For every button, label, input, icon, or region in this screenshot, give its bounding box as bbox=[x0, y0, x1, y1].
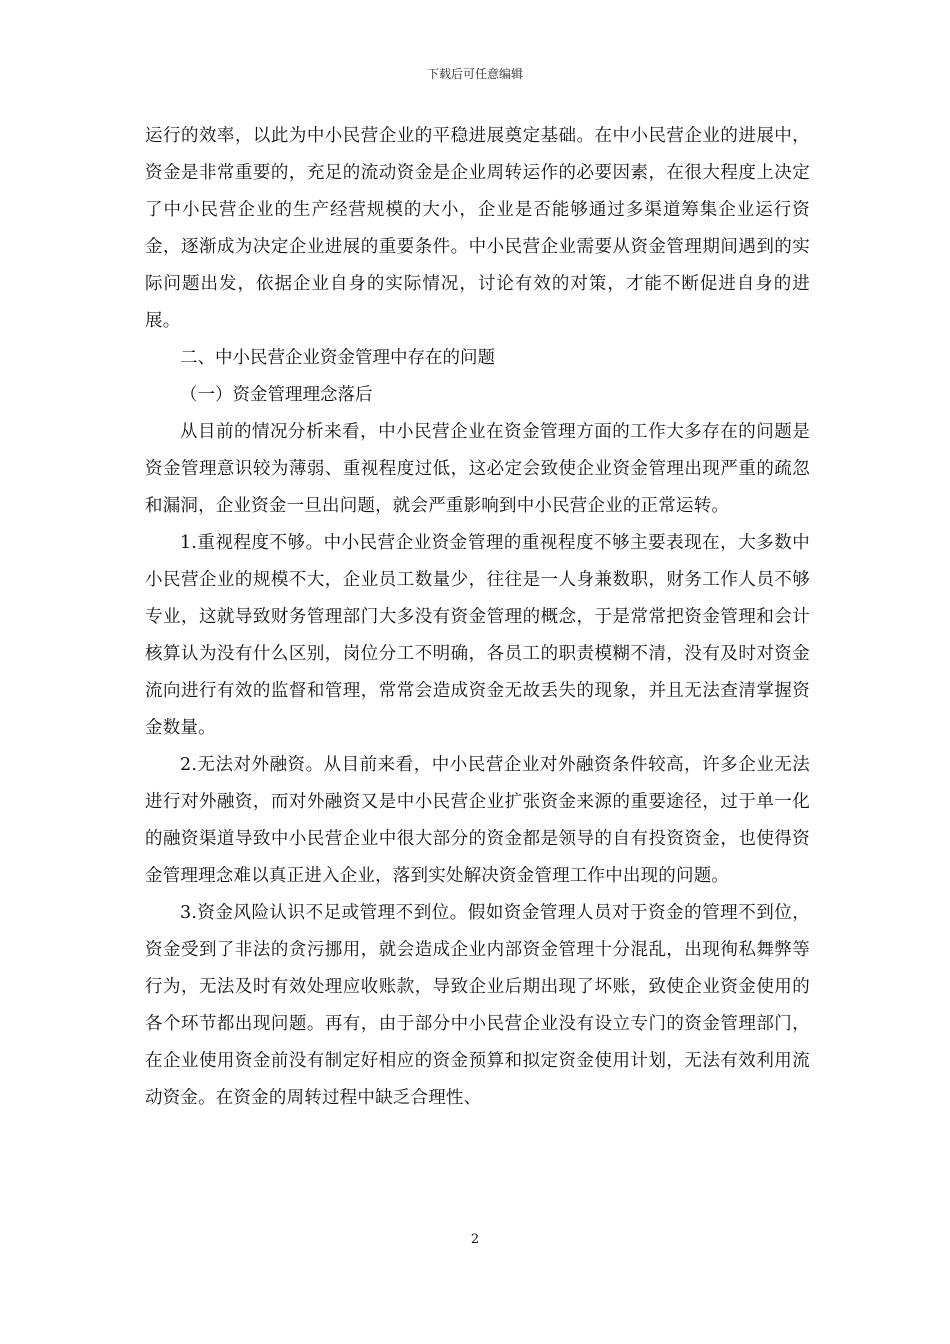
paragraph-point-3: 3.资金风险认识不足或管理不到位。假如资金管理人员对于资金的管理不到位，资金受到了非法的贪污挪用，就会造成企业内部资金管理十分混乱，出现徇私舞弊等行为，无法及时有效处理应收账款，导致企业后期出现了坏账，致使企业资金使用的各个环节都出现问题。再有，由于部分中小民营企业没有设立专门的资金管理部门，在企业使用资金前没有制定好相应的资金预算和拟定资金使用计划，无法有效利用流动资金。在资金的周转过程中缺乏合理性、 bbox=[145, 903, 810, 1108]
paragraph-point-2: 2.无法对外融资。从目前来看，中小民营企业对外融资条件较高，许多企业无法进行对外融资，而对外融资又是中小民营企业扩张资金来源的重要途径，过于单一化的融资渠道导致中小民营企业中很大部分的资金都是领导的自有投资资金，也使得资金管理理念难以真正进入企业，落到实处解决资金管理工作中出现的问题。 bbox=[145, 755, 810, 886]
page-header: 下载后可任意编辑 bbox=[426, 67, 523, 81]
paragraph-overview: 从目前的情况分析来看，中小民营企业在资金管理方面的工作大多存在的问题是资金管理意识较为薄弱、重视程度过低，这必定会致使企业资金管理出现严重的疏忽和漏洞，企业资金一旦出问题，就会严重影响到中小民营企业的正常运转。 bbox=[145, 422, 810, 516]
subsection-heading: （一）资金管理理念落后 bbox=[180, 385, 373, 405]
paragraph-continued: 运行的效率，以此为中小民营企业的平稳进展奠定基础。在中小民营企业的进展中，资金是非常重要的，充足的流动资金是企业周转运作的必要因素，在很大程度上决定了中小民营企业的生产经营规模的大小，企业是否能够通过多渠道筹集企业运行资金，逐渐成为决定企业进展的重要条件。中小民营企业需要从资金管理期间遇到的实际问题出发，依据企业自身的实际情况，讨论有效的对策，才能不断促进自身的进展。 bbox=[145, 126, 810, 331]
paragraph-point-1: 1.重视程度不够。中小民营企业资金管理的重视程度不够主要表现在，大多数中小民营企业的规模不大，企业员工数量少，往往是一人身兼数职，财务工作人员不够专业，这就导致财务管理部门大多没有资金管理的概念，于是常常把资金管理和会计核算认为没有什么区别，岗位分工不明确，各员工的职责模糊不清，没有及时对资金流向进行有效的监督和管理，常常会造成资金无故丢失的现象，并且无法查清掌握资金数量。 bbox=[145, 533, 810, 738]
document-body bbox=[145, 118, 810, 1117]
section-heading: 二、中小民营企业资金管理中存在的问题 bbox=[180, 348, 495, 368]
page-number: 2 bbox=[470, 1232, 480, 1247]
